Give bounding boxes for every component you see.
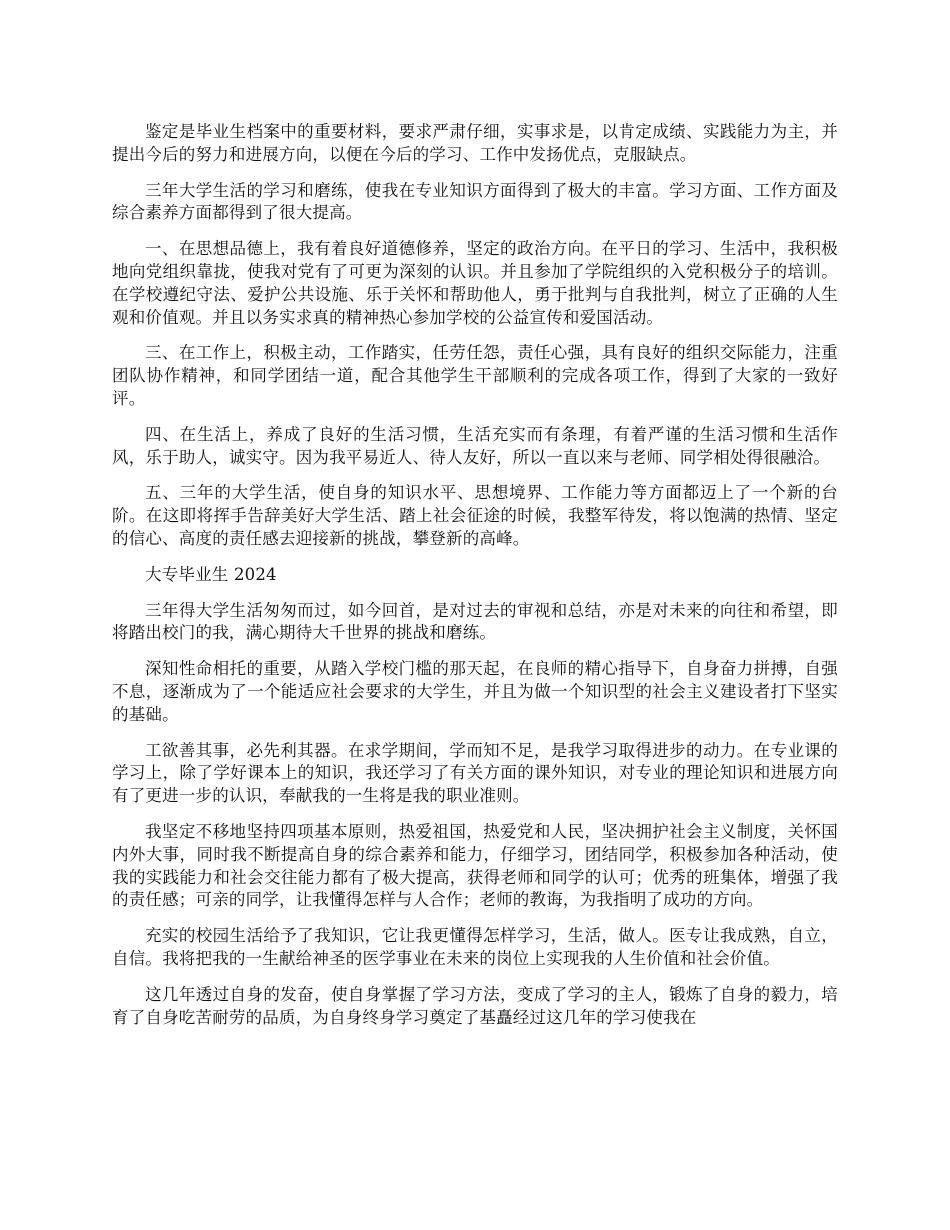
section-heading: 大专毕业生 2024	[145, 564, 277, 584]
paragraph-summary: 三年大学生活的学习和磨练，使我在专业知识方面得到了极大的丰富。学习方面、工作方面及综合素养方面都得到了很大提高。	[112, 180, 838, 223]
paragraph-life: 四、在生活上，养成了良好的生活习惯，生活充实而有条理，有着严谨的生活习惯和生活作风，乐于助人，诚实守。因为我平易近人、待人友好，所以一直以来与老师、同学相处得很融洽。	[112, 424, 838, 467]
paragraph-intro: 鉴定是毕业生档案中的重要材料，要求严肃仔细，实事求是，以肯定成绩、实践能力为主，并提出今后的努力和进展方向，以便在今后的学习、工作中发扬优点，克服缺点。	[112, 122, 838, 164]
document-page	[112, 121, 838, 1042]
paragraph-study: 工欲善其事，必先利其器。在求学期间，学而知不足，是我学习取得进步的动力。在专业课的学习上，除了学好课本上的知识，我还学习了有关方面的课外知识，对专业的理论知识和进展方向有了更进一步的认识，奉献我的一生将是我的职业准则。	[112, 740, 838, 806]
paragraph-ideology: 一、在思想品德上，我有着良好道德修养，坚定的政治方向。在平日的学习、生活中，我积极地向党组织靠拢，使我对党有了可更为深刻的认识。并且参加了学院组织的入党积极分子的培训。在学校遵纪守法、爱护公共设施、乐于关怀和帮助他人，勇于批判与自我批判，树立了正确的人生观和价值观。并且以务实求真的精神热心参加学校的公益宣传和爱国活动。	[112, 239, 838, 327]
paragraph-effort: 这几年透过自身的发奋，使自身掌握了学习方法，变成了学习的主人，锻炼了自身的毅力，培育了自身吃苦耐劳的品质，为自身终身学习奠定了基矗经过这几年的学习使我在	[112, 984, 838, 1027]
paragraph-work: 三、在工作上，积极主动，工作踏实，任劳任怨，责任心强，具有良好的组织交际能力，注重团队协作精神，和同学团结一道，配合其他学生干部顺利的完成各项工作，得到了大家的一致好评。	[112, 343, 838, 408]
paragraph-reflection: 三年得大学生活匆匆而过，如今回首，是对过去的审视和总结，亦是对未来的向往和希望，即将踏出校门的我，满心期待大千世界的挑战和磨练。	[112, 600, 838, 643]
paragraph-growth: 深知性命相托的重要，从踏入学校门槛的那天起，在良师的精心指导下，自身奋力拼搏，自强不息，逐渐成为了一个能适应社会要求的大学生，并且为做一个知识型的社会主义建设者打下坚实的基础。	[112, 659, 838, 724]
paragraph-principles: 我坚定不移地坚持四项基本原则，热爱祖国，热爱党和人民，坚决拥护社会主义制度，关怀国内外大事，同时我不断提高自身的综合素养和能力，仔细学习，团结同学，积极参加各种活动，使我的实践能力和社会交往能力都有了极大提高，获得老师和同学的认可；优秀的班集体，增强了我的责任感；可亲的同学，让我懂得怎样与人合作；老师的教诲，为我指明了成功的方向。	[112, 821, 838, 910]
paragraph-campus-life: 充实的校园生活给予了我知识，它让我更懂得怎样学习，生活，做人。医专让我成熟，自立，自信。我将把我的一生献给神圣的医学事业在未来的岗位上实现我的人生价值和社会价值。	[112, 926, 838, 968]
paragraph-conclusion: 五、三年的大学生活，使自身的知识水平、思想境界、工作能力等方面都迈上了一个新的台阶。在这即将挥手告辞美好大学生活、踏上社会征途的时候，我整军待发，将以饱满的热情、坚定的信心、高度的责任感去迎接新的挑战，攀登新的高峰。	[112, 483, 838, 548]
